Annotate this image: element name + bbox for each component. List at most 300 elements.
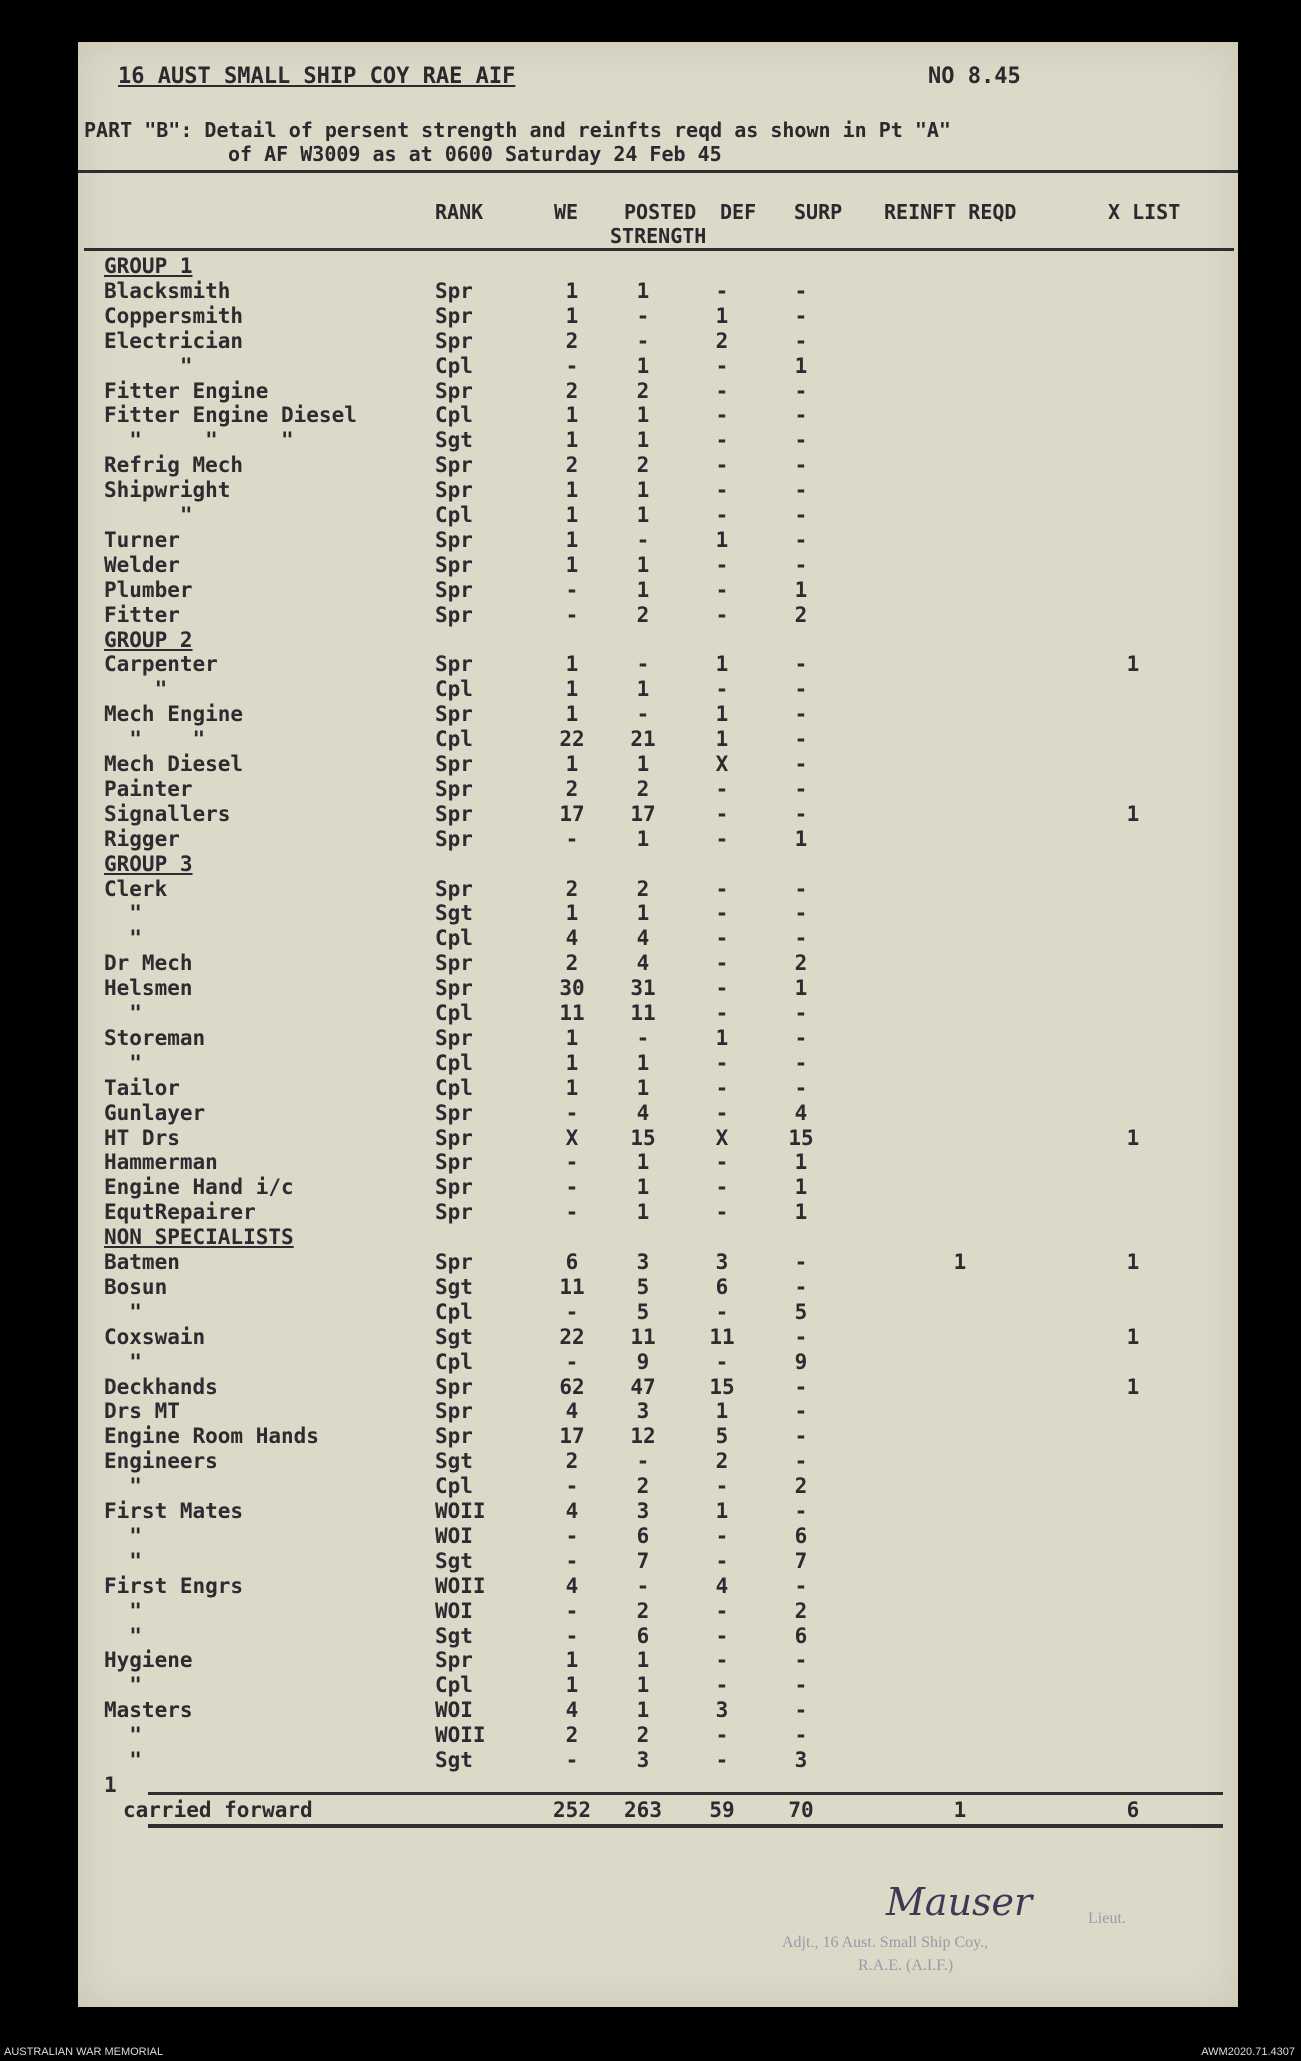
cell-we: 2	[565, 951, 579, 975]
cell-posted: 1	[636, 1051, 650, 1075]
col-xlist: X LIST	[1108, 200, 1181, 224]
cell-surp: 1	[794, 1175, 808, 1199]
table-row	[78, 652, 1238, 677]
cell-def: -	[715, 1648, 729, 1672]
cell-def: -	[715, 428, 729, 452]
cell-posted: 1	[636, 578, 650, 602]
table-row	[78, 1026, 1238, 1051]
cell-trade: Coppersmith	[104, 304, 244, 328]
cell-def: -	[715, 603, 729, 627]
cell-surp: 15	[788, 1126, 814, 1150]
cell-trade: "	[104, 503, 193, 527]
total-posted: 263	[624, 1798, 662, 1822]
cell-def: 1	[715, 727, 729, 751]
cell-we: -	[565, 578, 579, 602]
table-row	[78, 702, 1238, 727]
stamp-line-2: R.A.E. (A.I.F.)	[858, 1957, 954, 1974]
table-row	[78, 1076, 1238, 1101]
cell-trade: Coxswain	[104, 1325, 206, 1349]
cell-xlist: 1	[1126, 1126, 1140, 1150]
cell-rank: Spr	[435, 1375, 473, 1399]
cell-rank: Spr	[435, 329, 473, 353]
cell-rank: Spr	[435, 777, 473, 801]
table-row	[78, 677, 1238, 702]
table-row	[78, 453, 1238, 478]
table-row	[78, 1175, 1238, 1200]
cell-we: 2	[565, 1449, 579, 1473]
table-row	[78, 403, 1238, 428]
cell-surp: -	[794, 553, 808, 577]
table-row	[78, 1499, 1238, 1524]
cell-we: 2	[565, 1723, 579, 1747]
table-row	[78, 304, 1238, 329]
cell-def: -	[715, 1350, 729, 1374]
cell-trade: Hygiene	[104, 1648, 193, 1672]
table-row	[78, 354, 1238, 379]
cell-trade: EqutRepairer	[104, 1200, 256, 1224]
cell-rank: Spr	[435, 752, 473, 776]
cell-rank: Cpl	[435, 1076, 473, 1100]
cell-trade: Engine Hand i/c	[104, 1175, 294, 1199]
cell-posted: 1	[636, 354, 650, 378]
cell-surp: 6	[794, 1624, 808, 1648]
footer-institution: AUSTRALIAN WAR MEMORIAL	[4, 2046, 164, 2058]
total-reinft: 1	[953, 1798, 967, 1822]
cell-rank: Sgt	[435, 1549, 473, 1573]
cell-rank: Cpl	[435, 1001, 473, 1025]
table-row	[78, 1698, 1238, 1723]
cell-rank: Sgt	[435, 1449, 473, 1473]
cell-def: -	[715, 1549, 729, 1573]
cell-we: 2	[565, 329, 579, 353]
cell-we: X	[565, 1126, 579, 1150]
cell-posted: 11	[630, 1325, 656, 1349]
cell-posted: 1	[636, 827, 650, 851]
cell-trade: Bosun	[104, 1275, 168, 1299]
cell-trade: Signallers	[104, 802, 231, 826]
cell-def: 1	[715, 1499, 729, 1523]
cell-def: -	[715, 827, 729, 851]
part-line-1: PART "B": Detail of persent strength and reinfts reqd as shown in Pt "A"	[84, 118, 951, 142]
cell-def: -	[715, 379, 729, 403]
table-row	[78, 951, 1238, 976]
cell-we: 1	[565, 403, 579, 427]
cell-xlist: 1	[1126, 652, 1140, 676]
cell-surp: -	[794, 1051, 808, 1075]
cell-rank: Cpl	[435, 677, 473, 701]
cell-posted: 17	[630, 802, 656, 826]
cell-surp: -	[794, 802, 808, 826]
cell-posted: 3	[636, 1499, 650, 1523]
cell-trade: Fitter Engine	[104, 379, 269, 403]
table-row	[78, 976, 1238, 1001]
cell-trade: Gunlayer	[104, 1101, 206, 1125]
cell-posted: 1	[636, 677, 650, 701]
cell-surp: -	[794, 926, 808, 950]
cell-surp: 1	[794, 354, 808, 378]
cell-we: 1	[565, 901, 579, 925]
cell-trade: Masters	[104, 1698, 193, 1722]
cell-rank: Spr	[435, 1101, 473, 1125]
cell-rank: Cpl	[435, 354, 473, 378]
cell-we: 2	[565, 453, 579, 477]
cell-trade: Helsmen	[104, 976, 193, 1000]
cell-we: 1	[565, 1648, 579, 1672]
cell-rank: Cpl	[435, 503, 473, 527]
table-row	[78, 1325, 1238, 1350]
cell-we: -	[565, 1200, 579, 1224]
cell-surp: 2	[794, 1599, 808, 1623]
cell-xlist: 1	[1126, 1375, 1140, 1399]
col-rank: RANK	[435, 200, 484, 224]
cell-trade: Deckhands	[104, 1375, 218, 1399]
cell-trade: NON SPECIALISTS	[104, 1225, 294, 1249]
table-row	[78, 553, 1238, 578]
cell-rank: Spr	[435, 304, 473, 328]
cell-we: -	[565, 1474, 579, 1498]
cell-rank: Spr	[435, 453, 473, 477]
cell-def: 1	[715, 702, 729, 726]
total-xlist: 6	[1126, 1798, 1140, 1822]
cell-posted: 1	[636, 403, 650, 427]
cell-posted: 47	[630, 1375, 656, 1399]
cell-surp: 7	[794, 1549, 808, 1573]
cell-surp: -	[794, 1250, 808, 1274]
table-row	[78, 1624, 1238, 1649]
cell-we: 17	[559, 802, 585, 826]
col-we: WE	[554, 200, 579, 224]
cell-surp: -	[794, 1449, 808, 1473]
table-row	[78, 528, 1238, 553]
cell-surp: 1	[794, 578, 808, 602]
totals-rule-bottom	[148, 1824, 1223, 1828]
cell-surp: -	[794, 1499, 808, 1523]
cell-we: 1	[565, 279, 579, 303]
cell-def: -	[715, 677, 729, 701]
table-row	[78, 1524, 1238, 1549]
document-number: NO 8.45	[928, 64, 1021, 89]
cell-rank: Cpl	[435, 926, 473, 950]
cell-xlist: 1	[1126, 802, 1140, 826]
cell-posted: -	[636, 702, 650, 726]
cell-surp: -	[794, 901, 808, 925]
table-row	[78, 1150, 1238, 1175]
cell-surp: 1	[794, 1150, 808, 1174]
cell-rank: WOI	[435, 1524, 473, 1548]
cell-we: 6	[565, 1250, 579, 1274]
table-row	[78, 1748, 1238, 1773]
cell-posted: -	[636, 528, 650, 552]
cell-we: 1	[565, 1076, 579, 1100]
cell-rank: Cpl	[435, 727, 473, 751]
cell-posted: 4	[636, 926, 650, 950]
cell-posted: 5	[636, 1300, 650, 1324]
cell-posted: 9	[636, 1350, 650, 1374]
table-row	[78, 1375, 1238, 1400]
table-row	[78, 1350, 1238, 1375]
cell-surp: -	[794, 877, 808, 901]
cell-we: 17	[559, 1424, 585, 1448]
cell-posted: 31	[630, 976, 656, 1000]
cell-trade: Fitter Engine Diesel	[104, 403, 357, 427]
cell-rank: Spr	[435, 802, 473, 826]
table-row	[78, 1723, 1238, 1748]
cell-rank: Spr	[435, 1200, 473, 1224]
cell-rank: Spr	[435, 827, 473, 851]
cell-trade: " "	[104, 727, 206, 751]
cell-def: -	[715, 1673, 729, 1697]
cell-we: 1	[565, 1051, 579, 1075]
cell-def: 2	[715, 329, 729, 353]
cell-trade: Welder	[104, 553, 180, 577]
cell-def: -	[715, 453, 729, 477]
cell-posted: -	[636, 329, 650, 353]
cell-trade: Batmen	[104, 1250, 180, 1274]
cell-def: -	[715, 1200, 729, 1224]
cell-we: -	[565, 354, 579, 378]
cell-surp: 4	[794, 1101, 808, 1125]
cell-surp: -	[794, 379, 808, 403]
table-row	[78, 428, 1238, 453]
cell-posted: 6	[636, 1524, 650, 1548]
cell-posted: 1	[636, 1648, 650, 1672]
cell-trade: Drs MT	[104, 1399, 180, 1423]
cell-posted: -	[636, 1026, 650, 1050]
cell-we: 62	[559, 1375, 585, 1399]
cell-def: -	[715, 1723, 729, 1747]
cell-trade: GROUP 1	[104, 254, 193, 278]
column-rule	[84, 248, 1234, 251]
cell-def: 1	[715, 1026, 729, 1050]
table-row	[78, 603, 1238, 628]
cell-surp: -	[794, 403, 808, 427]
cell-posted: 2	[636, 877, 650, 901]
cell-surp: -	[794, 1574, 808, 1598]
cell-surp: 9	[794, 1350, 808, 1374]
cell-posted: 2	[636, 1599, 650, 1623]
cell-def: -	[715, 503, 729, 527]
cell-rank: Spr	[435, 553, 473, 577]
cell-posted: 1	[636, 428, 650, 452]
cell-surp: 5	[794, 1300, 808, 1324]
cell-trade: Shipwright	[104, 478, 231, 502]
table-row	[78, 926, 1238, 951]
cell-we: 30	[559, 976, 585, 1000]
cell-rank: Sgt	[435, 428, 473, 452]
group-heading-row	[78, 852, 1238, 877]
cell-trade: Blacksmith	[104, 279, 231, 303]
table-row	[78, 1300, 1238, 1325]
cell-rank: Spr	[435, 528, 473, 552]
cell-trade: GROUP 2	[104, 628, 193, 652]
cell-def: -	[715, 403, 729, 427]
cell-def: 6	[715, 1275, 729, 1299]
cell-surp: -	[794, 1001, 808, 1025]
table-row	[78, 1200, 1238, 1225]
table-row	[78, 1648, 1238, 1673]
cell-rank: Sgt	[435, 1624, 473, 1648]
cell-trade: Refrig Mech	[104, 453, 244, 477]
cell-def: -	[715, 1175, 729, 1199]
cell-rank: Spr	[435, 1648, 473, 1672]
cell-trade: 1	[104, 1773, 117, 1797]
table-row	[78, 1673, 1238, 1698]
cell-def: 1	[715, 652, 729, 676]
total-def: 59	[709, 1798, 735, 1822]
totals-row	[78, 1798, 1238, 1823]
cell-def: -	[715, 951, 729, 975]
cell-def: -	[715, 877, 729, 901]
cell-def: -	[715, 1748, 729, 1772]
cell-trade: Mech Engine	[104, 702, 244, 726]
cell-rank: Spr	[435, 478, 473, 502]
cell-def: -	[715, 976, 729, 1000]
cell-def: -	[715, 1300, 729, 1324]
table-row	[78, 478, 1238, 503]
cell-rank: Cpl	[435, 403, 473, 427]
cell-trade: "	[104, 1549, 142, 1573]
cell-posted: -	[636, 652, 650, 676]
cell-trade: Carpenter	[104, 652, 218, 676]
cell-trade: "	[104, 1524, 142, 1548]
cell-posted: 11	[630, 1001, 656, 1025]
table-row	[78, 503, 1238, 528]
cell-we: 1	[565, 553, 579, 577]
cell-posted: 1	[636, 1175, 650, 1199]
table-row	[78, 329, 1238, 354]
cell-trade: Clerk	[104, 877, 168, 901]
cell-we: 11	[559, 1001, 585, 1025]
cell-trade: Mech Diesel	[104, 752, 244, 776]
cell-def: -	[715, 901, 729, 925]
table-row	[78, 727, 1238, 752]
cell-rank: WOI	[435, 1698, 473, 1722]
table-row	[78, 1101, 1238, 1126]
cell-rank: Cpl	[435, 1300, 473, 1324]
cell-trade: Dr Mech	[104, 951, 193, 975]
cell-trade: "	[104, 1723, 142, 1747]
footer-accession-number: AWM2020.71.4307	[1201, 2046, 1295, 2058]
cell-we: -	[565, 1101, 579, 1125]
table-row	[78, 1574, 1238, 1599]
cell-trade: HT Drs	[104, 1126, 180, 1150]
table-row	[78, 777, 1238, 802]
cell-surp: -	[794, 304, 808, 328]
table-row	[78, 578, 1238, 603]
cell-posted: 1	[636, 1698, 650, 1722]
cell-def: -	[715, 553, 729, 577]
cell-def: -	[715, 926, 729, 950]
cell-posted: 12	[630, 1424, 656, 1448]
table-row	[78, 877, 1238, 902]
cell-surp: 2	[794, 951, 808, 975]
cell-rank: Cpl	[435, 1350, 473, 1374]
cell-trade: Plumber	[104, 578, 193, 602]
table-row	[78, 802, 1238, 827]
cell-posted: 1	[636, 279, 650, 303]
col-posted: POSTED	[624, 200, 697, 224]
cell-posted: 1	[636, 553, 650, 577]
cell-we: 4	[565, 1499, 579, 1523]
cell-trade: Hammerman	[104, 1150, 218, 1174]
cell-trade: GROUP 3	[104, 852, 193, 876]
cell-rank: Spr	[435, 702, 473, 726]
table-row	[78, 827, 1238, 852]
cell-posted: 7	[636, 1549, 650, 1573]
cell-we: 1	[565, 503, 579, 527]
cell-trade: " " "	[104, 428, 294, 452]
cell-trade: Storeman	[104, 1026, 206, 1050]
cell-posted: 1	[636, 901, 650, 925]
cell-surp: -	[794, 478, 808, 502]
cell-surp: 6	[794, 1524, 808, 1548]
cell-we: 1	[565, 304, 579, 328]
cell-we: -	[565, 1350, 579, 1374]
cell-we: 22	[559, 727, 585, 751]
cell-def: 15	[709, 1375, 735, 1399]
cell-rank: Spr	[435, 279, 473, 303]
cell-posted: 2	[636, 1474, 650, 1498]
cell-rank: Spr	[435, 1126, 473, 1150]
cell-trade: "	[104, 1599, 142, 1623]
cell-def: -	[715, 1599, 729, 1623]
cell-we: 2	[565, 877, 579, 901]
cell-surp: 2	[794, 1474, 808, 1498]
cell-reinft: 1	[953, 1250, 967, 1274]
cell-rank: Spr	[435, 1175, 473, 1199]
cell-def: X	[715, 1126, 729, 1150]
cell-def: 1	[715, 1399, 729, 1423]
cell-surp: -	[794, 1648, 808, 1672]
cell-rank: Spr	[435, 1424, 473, 1448]
cell-surp: -	[794, 1026, 808, 1050]
table-row	[78, 279, 1238, 304]
cell-trade: Engine Room Hands	[104, 1424, 319, 1448]
table-row	[78, 1399, 1238, 1424]
col-reinft: REINFT REQD	[884, 200, 1017, 224]
cell-surp: -	[794, 1723, 808, 1747]
cell-posted: 21	[630, 727, 656, 751]
cell-trade: First Mates	[104, 1499, 244, 1523]
cell-def: 2	[715, 1449, 729, 1473]
table-row	[78, 379, 1238, 404]
cell-we: -	[565, 1150, 579, 1174]
cell-we: 1	[565, 428, 579, 452]
table-row	[78, 1051, 1238, 1076]
cell-we: 1	[565, 677, 579, 701]
cell-posted: 1	[636, 1076, 650, 1100]
cell-trade: "	[104, 1051, 142, 1075]
cell-def: -	[715, 1001, 729, 1025]
cell-xlist: 1	[1126, 1325, 1140, 1349]
cell-posted: -	[636, 1449, 650, 1473]
cell-rank: Spr	[435, 1026, 473, 1050]
cell-posted: 1	[636, 752, 650, 776]
cell-posted: 1	[636, 503, 650, 527]
cell-surp: -	[794, 1325, 808, 1349]
cell-surp: -	[794, 702, 808, 726]
stamp-line-1: Adjt., 16 Aust. Small Ship Coy.,	[782, 1934, 989, 1951]
cell-rank: Spr	[435, 1250, 473, 1274]
cell-rank: Spr	[435, 1150, 473, 1174]
cell-rank: Spr	[435, 578, 473, 602]
cell-posted: 2	[636, 453, 650, 477]
cell-we: 4	[565, 1698, 579, 1722]
cell-posted: 2	[636, 1723, 650, 1747]
cell-rank: Spr	[435, 1399, 473, 1423]
cell-def: 4	[715, 1574, 729, 1598]
cell-rank: Sgt	[435, 1275, 473, 1299]
